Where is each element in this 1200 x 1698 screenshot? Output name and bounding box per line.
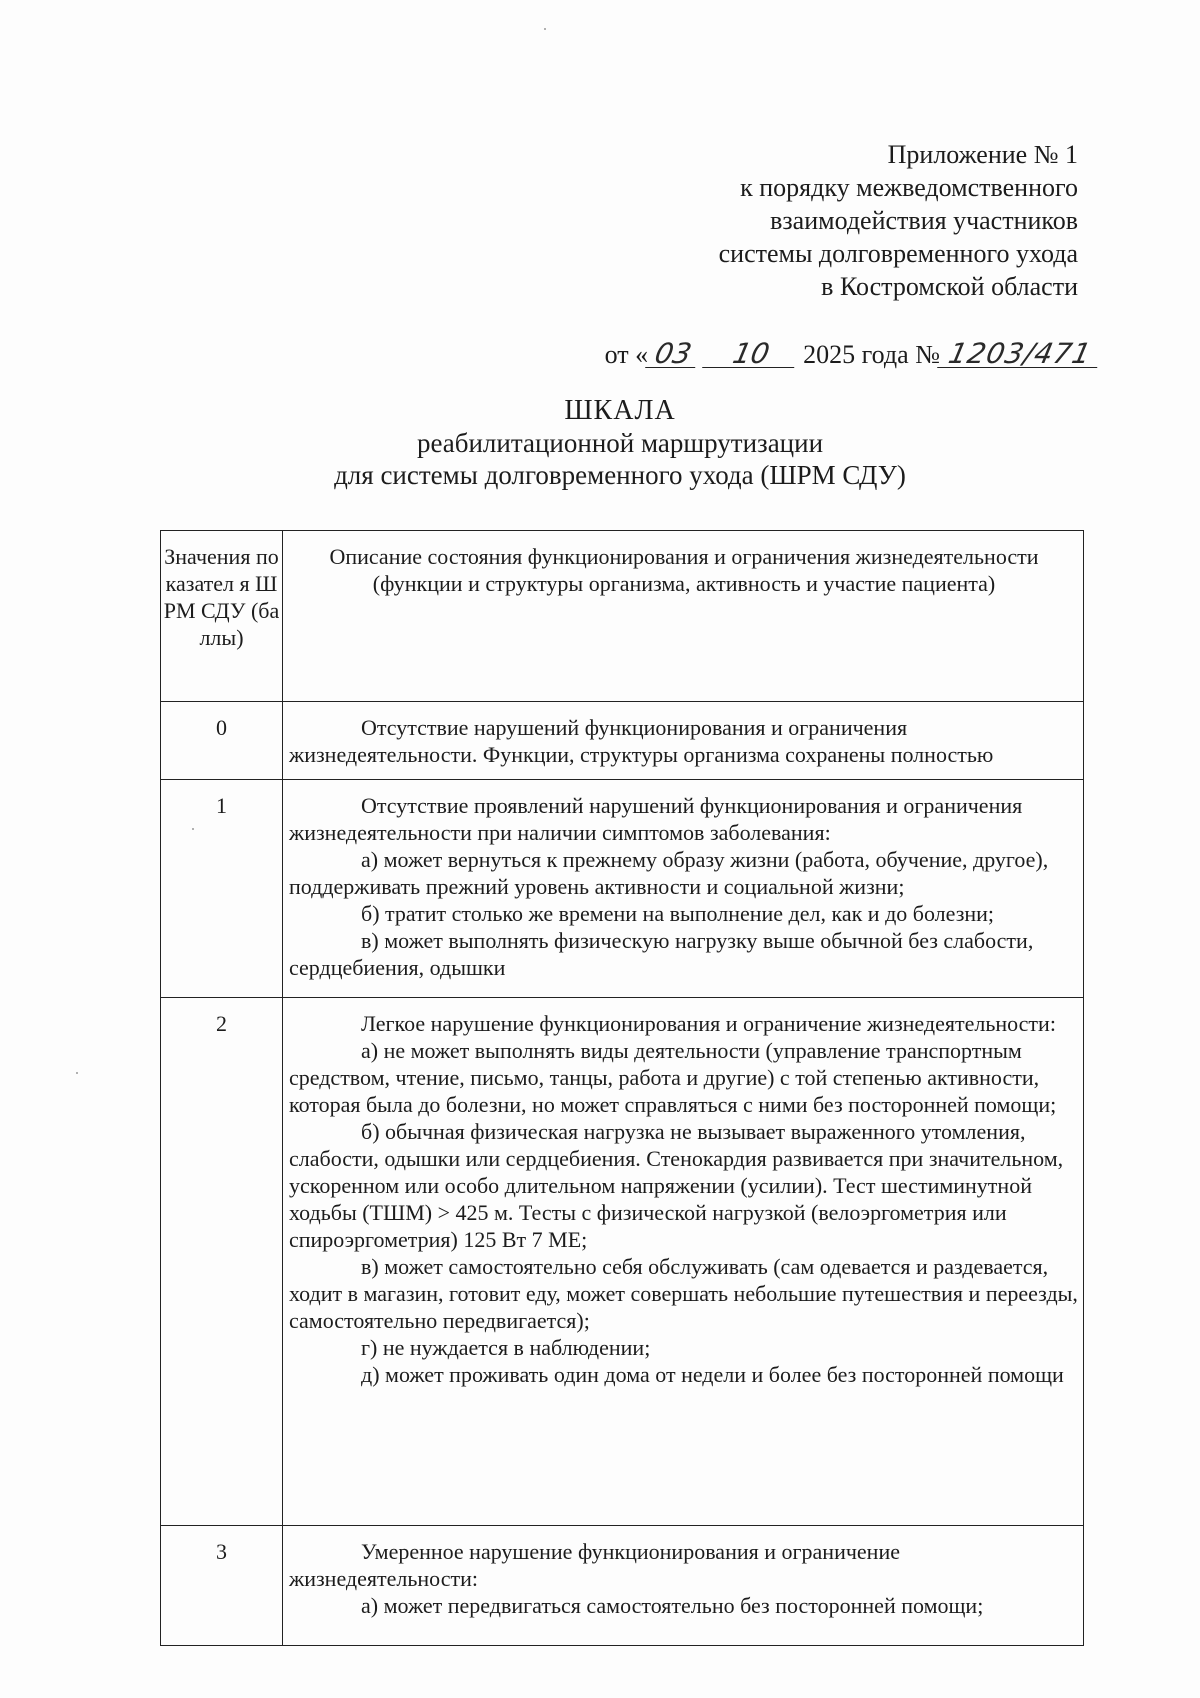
header-score-cell xyxy=(161,531,283,702)
table-header-row xyxy=(161,531,1084,702)
description-cell xyxy=(283,1526,1084,1646)
table-row xyxy=(161,780,1084,998)
header-description-cell xyxy=(283,531,1084,702)
score-cell: 1 xyxy=(161,780,283,998)
scan-speck xyxy=(76,1072,78,1074)
description-paragraph: в) может выполнять физическую нагрузку выше обычной без слабости, сердцебиения, одышки xyxy=(289,928,1034,980)
description-cell xyxy=(283,702,1084,780)
appendix-line: системы долговременного ухода xyxy=(718,239,1078,268)
description-paragraph: д) может проживать один дома от недели и более без посторонней помощи xyxy=(361,1362,1064,1387)
scan-speck xyxy=(544,28,546,30)
description-paragraph: в) может самостоятельно себя обслуживать (сам одевается и раздевается, ходит в магазин, готовит еду, может совершать небольшие путешествия и переезды, самостоятельно передвигается); xyxy=(289,1254,1078,1333)
appendix-line: взаимодействия участников xyxy=(770,206,1078,235)
document-date-line xyxy=(605,338,1100,372)
score-cell: 0 xyxy=(161,702,283,780)
date-prefix: от « xyxy=(604,340,649,369)
description-paragraph: Умеренное нарушение функционирования и ограничение жизнедеятельности: xyxy=(289,1539,900,1591)
handwritten-day: 03 xyxy=(645,341,701,368)
description-paragraph: а) может передвигаться самостоятельно без посторонней помощи; xyxy=(361,1593,984,1618)
score-cell: 2 xyxy=(161,998,283,1526)
table-row xyxy=(161,1526,1084,1646)
description-paragraph: Отсутствие нарушений функционирования и ограничения жизнедеятельности. Функции, структуры организма сохранены полностью xyxy=(289,715,994,767)
description-paragraph: б) обычная физическая нагрузка не вызывает выраженного утомления, слабости, одышки или сердцебиения. Стенокардия развивается при значительном, ускоренном или особо длительном напряжении (усилии). Тест шестиминутной ходьбы (ТШМ) > 425 м. Тесты с физической нагрузкой (велоэргометрия или спироэргометрия) 125 Вт 7 МЕ; xyxy=(289,1119,1064,1252)
description-paragraph: Легкое нарушение функционирования и ограничение жизнедеятельности: xyxy=(361,1011,1056,1036)
description-paragraph: а) может вернуться к прежнему образу жизни (работа, обучение, другое), поддерживать прежний уровень активности и социальной жизни; xyxy=(289,847,1049,899)
handwritten-month: 10 xyxy=(702,341,800,368)
appendix-line: к порядку межведомственного xyxy=(740,173,1078,202)
table-row xyxy=(161,702,1084,780)
header-score-text: Значения показател я ШРМ СДУ (баллы) xyxy=(163,544,280,650)
description-cell xyxy=(283,780,1084,998)
description-paragraph: г) не нуждается в наблюдении; xyxy=(361,1335,651,1360)
scale-title xyxy=(0,395,1200,491)
appendix-note xyxy=(719,138,1078,303)
handwritten-document-number: 1203/471 xyxy=(937,341,1103,368)
table-row xyxy=(161,998,1084,1526)
appendix-line: в Костромской области xyxy=(821,272,1078,301)
appendix-line: Приложение № 1 xyxy=(887,140,1078,169)
description-paragraph: а) не может выполнять виды деятельности (управление транспортным средством, чтение, письмо, танцы, работа и другие) с той степенью активности, которая была до болезни, но может справляться с ними без посторонней помощи; xyxy=(289,1038,1057,1117)
scale-table xyxy=(160,530,1084,1646)
date-year-text: 2025 года № xyxy=(803,340,940,369)
title-line: реабилитационной маршрутизации xyxy=(416,428,824,458)
description-cell xyxy=(283,998,1084,1526)
score-cell: 3 xyxy=(161,1526,283,1646)
header-description-text: Описание состояния функционирования и ограничения жизнедеятельности (функции и структуры организма, активность и участие пациента) xyxy=(329,544,1039,596)
description-paragraph: б) тратит столько же времени на выполнение дел, как и до болезни; xyxy=(361,901,995,926)
title-main: ШКАЛА xyxy=(564,395,676,426)
description-paragraph: Отсутствие проявлений нарушений функционирования и ограничения жизнедеятельности при наличии симптомов заболевания: xyxy=(289,793,1023,845)
title-line: для системы долговременного ухода (ШРМ СДУ) xyxy=(334,460,906,490)
